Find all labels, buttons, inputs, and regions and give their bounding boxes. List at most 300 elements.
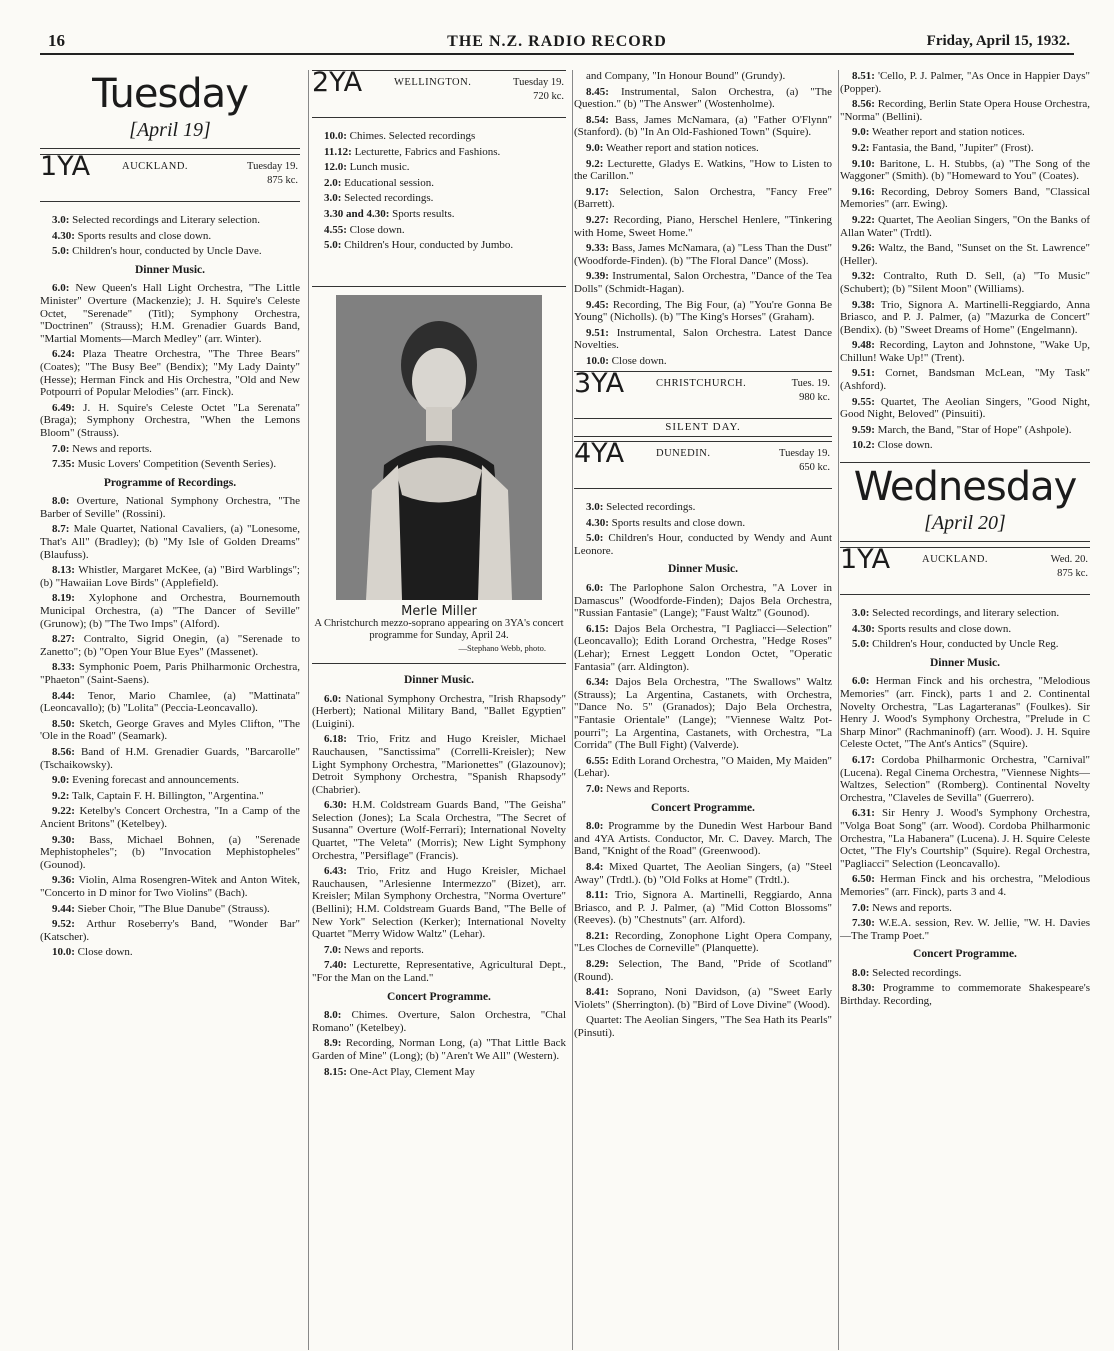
programme-entry bbox=[840, 299, 1090, 337]
entry-text: Sketch, George Graves and Myles Clifton, "The 'Ole in the Road" (Seamark). bbox=[40, 717, 301, 743]
entry-text: Cornet, Bandsman McLean, "My Task" (Ashford). bbox=[840, 367, 1090, 393]
programme-entry bbox=[840, 982, 1090, 1007]
station-header-1ya-wed bbox=[840, 544, 1090, 595]
entry-time: 4.30: bbox=[52, 229, 75, 242]
entry-time: 3.30 and 4.30: bbox=[324, 207, 390, 220]
programme-entry bbox=[840, 367, 1090, 392]
programme-entry bbox=[574, 114, 832, 139]
entry-time: 6.49: bbox=[52, 401, 75, 414]
station-city: CHRISTCHURCH. bbox=[656, 378, 747, 390]
entry-time: 6.43: bbox=[324, 865, 347, 878]
entry-text: Close down. bbox=[611, 354, 667, 367]
programme-entry bbox=[840, 754, 1090, 804]
entry-time: 8.0: bbox=[586, 820, 604, 833]
programme-entry bbox=[840, 158, 1090, 183]
programme-entry bbox=[312, 224, 566, 237]
programme-entry bbox=[574, 532, 832, 557]
entry-text: Violin, Alma Rosengren-Witek and Anton Witek, "Concerto in D minor for Two Violins" (Bach). bbox=[40, 874, 300, 899]
page-header bbox=[40, 31, 1074, 55]
programme-entry bbox=[574, 70, 832, 83]
programme-entry bbox=[40, 592, 300, 630]
entry-text: Instrumental, Salon Orchestra, (a) "The Question." (b) "The Answer" (Wostenholme). bbox=[574, 85, 832, 111]
entry-text: March, the Band, "Star of Hope" (Ashpole). bbox=[877, 423, 1072, 436]
entry-time: 10.2: bbox=[852, 439, 875, 452]
entry-text: Instrumental, Salon Orchestra, "Dance of the Tea Dolls" (Schmidt-Hagan). bbox=[574, 270, 833, 295]
programme-entry bbox=[312, 130, 566, 143]
station-header-2ya bbox=[312, 70, 566, 118]
station-frequency: 650 kc. bbox=[799, 462, 830, 474]
entry-text: W.E.A. session, Rev. W. Jellie, "W. H. Davies—The Tramp Poet." bbox=[840, 917, 1090, 942]
programme-entry bbox=[40, 690, 300, 715]
entry-time: 3.0: bbox=[586, 501, 604, 514]
programme-entry bbox=[574, 214, 832, 239]
entry-text: Close down. bbox=[77, 946, 133, 959]
entry-time: 8.19: bbox=[52, 592, 75, 605]
entry-text: Programme by the Dunedin West Harbour Band and 4YA Artists. Conductor, Mr. C. Davey. March, The Band, "Knight of the Road" (Greenwood). bbox=[574, 820, 832, 858]
entry-time: 9.39: bbox=[586, 270, 609, 283]
entry-time: 9.2: bbox=[52, 789, 70, 802]
entry-text: Dajos Bela Orchestra, "The Swallows" Waltz (Strauss); La Argentina, Castanets, with Orchestra, "Dance No. 5" (Granados); Dajo Bela Orchestra, "Fantasie Orientale" (Lange); "Viennese Waltz Pot-pourri"; La Argentina, Castanets, with Orchestra, "La Corrida" (The Bull Fight) (Valverde). bbox=[574, 676, 833, 752]
programme-entry bbox=[574, 86, 832, 111]
programme-entry bbox=[574, 958, 832, 983]
entry-text: Plaza Theatre Orchestra, "The Three Bears" (Coates); "The Busy Bee" (Bendix); "My Lady Dainty" (Hesse); Herman Finck and His Orchestra, "Old and New Potpourri of Popular Melodies" (arr. Finck). bbox=[40, 348, 301, 399]
entry-text: Recording, The Big Four, (a) "You're Gonna Be Young" (Nicholls). (b) "The King's Horses" (Graham). bbox=[574, 298, 832, 324]
entry-time: 7.0: bbox=[52, 442, 70, 455]
entry-text: Close down. bbox=[877, 439, 933, 452]
station-call: 3YA bbox=[574, 368, 625, 400]
entry-time: 9.52: bbox=[52, 918, 75, 931]
entry-text: Xylophone and Orchestra, Bournemouth Municipal Orchestra, (a) "The Dancer of Seville" (Grunow); (b) "The Two Imps" (Alford). bbox=[40, 592, 300, 630]
programme-entry bbox=[40, 946, 300, 959]
programme-entry bbox=[312, 959, 566, 984]
entry-time: 5.0: bbox=[852, 638, 870, 651]
programme-entry bbox=[840, 638, 1090, 651]
programme-list bbox=[840, 675, 1090, 942]
entry-time: 9.22: bbox=[852, 213, 875, 226]
programme-entry bbox=[574, 242, 832, 267]
entry-text: Selected recordings, and literary selection. bbox=[872, 607, 1060, 620]
programme-entry bbox=[574, 861, 832, 886]
entry-text: Talk, Captain F. H. Billington, "Argentina." bbox=[71, 789, 264, 802]
page-number: 16 bbox=[48, 31, 65, 50]
entry-time: 8.13: bbox=[52, 564, 75, 577]
entry-time: 12.0: bbox=[324, 161, 347, 174]
entry-time: 8.7: bbox=[52, 523, 70, 536]
entry-text: Recording, Norman Long, (a) "That Little Back Garden of Mine" (Long); (b) "Aren't We All" (Western). bbox=[312, 1037, 566, 1062]
programme-entry bbox=[840, 396, 1090, 421]
programme-entry bbox=[40, 661, 300, 686]
entry-time: 6.50: bbox=[852, 873, 875, 886]
entry-time: 9.45: bbox=[586, 298, 609, 311]
programme-entry bbox=[312, 799, 566, 862]
entry-time: 4.55: bbox=[324, 223, 347, 236]
publication-title: THE N.Z. RADIO RECORD bbox=[447, 33, 667, 50]
entry-text: H.M. Coldstream Guards Band, "The Geisha" Selection (Jones); La Scala Orchestra, "The Secret of Susanna" Overture (Wolf-Ferrari); International Novelty Quartet, "The Veleta" (Morris); New Light Symphony Orchestra, "Persiflage" (Francis). bbox=[312, 799, 567, 862]
entry-text: Male Quartet, National Cavaliers, (a) "Lonesome, That's All" (Bradley); (b) "My Isle of Golden Dreams" (Blaufuss). bbox=[40, 523, 300, 561]
day-name: Wednesday bbox=[853, 464, 1077, 511]
entry-text: Recording, Piano, Herschel Henlere, "Tinkering with Home, Sweet Home." bbox=[574, 213, 832, 239]
station-day: Tuesday 19. bbox=[513, 77, 564, 88]
day-heading-tuesday bbox=[40, 70, 300, 149]
entry-text: Selected recordings and Literary selection. bbox=[72, 214, 261, 226]
portrait-caption: A Christchurch mezzo-soprano appearing on 3YA's concert programme for Sunday, April 24. bbox=[314, 618, 564, 642]
entry-text: Bass, James McNamara, (a) "Father O'Flynn" (Stanford). (b) "In An Old-Fashioned Town" (Squire). bbox=[574, 113, 833, 139]
station-city: AUCKLAND. bbox=[922, 554, 989, 566]
day-date: [April 20] bbox=[924, 512, 1006, 535]
entry-text: Trio, Signora A. Martinelli-Reggiardo, Anna Briasco, and P. J. Palmer, (a) "Mazurka de Concert" (Bendix). (b) "Sweet Dreams of Home" (Engelmann). bbox=[840, 298, 1090, 336]
programme-entry bbox=[40, 746, 300, 771]
station-day: Wed. 20. bbox=[1050, 554, 1088, 566]
entry-time: 9.17: bbox=[586, 185, 609, 198]
entry-text: Soprano, Noni Davidson, (a) "Sweet Early Violets" (Sherrington). (b) "Bird of Love Divine" (Wood). bbox=[574, 986, 833, 1011]
programme-entry bbox=[40, 805, 300, 830]
entry-text: Lecturette, Representative, Agricultural Dept., "For the Man on the Land." bbox=[312, 959, 566, 984]
programme-entry bbox=[574, 327, 832, 352]
programme-entry bbox=[312, 944, 566, 957]
entry-time: 10.0: bbox=[586, 354, 609, 367]
station-frequency: 875 kc. bbox=[1057, 568, 1088, 580]
entry-text: Herman Finck and his orchestra, "Melodious Memories" (arr. Finck), parts 3 and 4. bbox=[840, 873, 1090, 898]
entry-text: Whistler, Margaret McKee, (a) "Bird Warblings"; (b) "Hawaiian Love Birds" (Applefield). bbox=[40, 564, 300, 589]
entry-text: Selected recordings. bbox=[344, 192, 434, 205]
programme-entry bbox=[574, 676, 832, 752]
entry-text: Ketelby's Concert Orchestra, "In a Camp of the Ancient Britons" (Ketelbey). bbox=[40, 805, 300, 830]
entry-time: 7.0: bbox=[586, 782, 604, 795]
entry-time: 8.0: bbox=[852, 966, 870, 979]
programme-entry bbox=[574, 623, 832, 673]
entry-text: Children's Hour, conducted by Jumbo. bbox=[344, 239, 514, 252]
entry-time: 7.0: bbox=[324, 943, 342, 956]
programme-entry bbox=[574, 755, 832, 780]
programme-entry bbox=[574, 517, 832, 530]
entry-time: 9.59: bbox=[852, 423, 875, 436]
entry-text: Selection, The Band, "Pride of Scotland" (Round). bbox=[574, 958, 833, 983]
entry-text: Selected recordings. bbox=[606, 501, 696, 514]
programme-entry bbox=[574, 783, 832, 796]
entry-time: 8.30: bbox=[852, 982, 875, 995]
programme-entry bbox=[40, 564, 300, 589]
programme-entry bbox=[312, 1037, 566, 1062]
section-heading: Dinner Music. bbox=[667, 563, 739, 576]
entry-time: 8.50: bbox=[52, 717, 75, 730]
station-header-4ya bbox=[574, 438, 832, 489]
programme-entry bbox=[312, 161, 566, 174]
entry-time: 3.0: bbox=[324, 192, 342, 205]
programme-entry bbox=[840, 623, 1090, 636]
station-header-3ya bbox=[574, 368, 832, 419]
entry-text: Lecturette, Gladys E. Watkins, "How to Listen to the Carillon." bbox=[574, 157, 833, 183]
entry-time: 8.29: bbox=[586, 958, 609, 971]
entry-text: Children's Hour, conducted by Uncle Reg. bbox=[872, 638, 1059, 651]
entry-text: Baritone, L. H. Stubbs, (a) "The Song of the Waggoner" (Smith). (b) "Homeward to You" (Coates). bbox=[840, 157, 1090, 183]
entry-text: News and Reports. bbox=[606, 782, 690, 795]
entry-time: 8.41: bbox=[586, 986, 609, 999]
entry-text: and Company, "In Honour Bound" (Grundy). bbox=[586, 70, 786, 82]
entry-text: Contralto, Ruth D. Sell, (a) "To Music" (Schubert); (b) "Silent Moon" (Williams). bbox=[840, 270, 1090, 295]
entry-time: 5.0: bbox=[586, 532, 604, 545]
entry-time: 6.34: bbox=[586, 676, 609, 689]
entry-text: Recording, Debroy Somers Band, "Classical Memories" (arr. Ewing). bbox=[840, 185, 1090, 211]
programme-entry bbox=[574, 501, 832, 514]
entry-text: Recording, Zonophone Light Opera Company, "Les Cloches de Corneville" (Planquette). bbox=[574, 929, 833, 955]
entry-time: 9.55: bbox=[852, 395, 875, 408]
programme-entry bbox=[840, 807, 1090, 870]
entry-time: 7.30: bbox=[852, 917, 875, 930]
entry-time: 6.0: bbox=[586, 582, 604, 595]
entry-text: Quartet, The Aeolian Singers, "Good Night, Good Night, Beloved" (Pinsuiti). bbox=[840, 395, 1090, 421]
entry-text: Lunch music. bbox=[349, 161, 410, 174]
silent-day-notice: SILENT DAY. bbox=[574, 421, 832, 437]
programme-entry bbox=[40, 834, 300, 872]
entry-text: Edith Lorand Orchestra, "O Maiden, My Maiden" (Lehar). bbox=[574, 754, 833, 780]
entry-text: Evening forecast and announcements. bbox=[72, 774, 239, 787]
entry-text: Sports results and close down. bbox=[77, 229, 212, 242]
programme-entry bbox=[840, 873, 1090, 898]
programme-entry bbox=[840, 142, 1090, 155]
entry-time: 8.0: bbox=[52, 495, 70, 508]
programme-entry bbox=[40, 523, 300, 561]
programme-entry bbox=[40, 718, 300, 743]
portrait-box bbox=[312, 286, 566, 664]
entry-time: 8.45: bbox=[586, 85, 609, 98]
programme-entry bbox=[840, 902, 1090, 915]
entry-time: 8.15: bbox=[324, 1065, 347, 1078]
entry-time: 9.2: bbox=[586, 157, 604, 170]
entry-time: 6.30: bbox=[324, 799, 347, 812]
station-call: 2YA bbox=[312, 70, 363, 98]
programme-entry bbox=[312, 1066, 566, 1079]
station-frequency: 980 kc. bbox=[799, 392, 830, 404]
entry-time: 6.17: bbox=[852, 753, 875, 766]
day-date: [April 19] bbox=[129, 119, 211, 141]
programme-list bbox=[312, 130, 566, 252]
station-call: 1YA bbox=[840, 544, 891, 576]
entry-text: Chimes. Selected recordings bbox=[349, 130, 476, 142]
entry-time: 6.18: bbox=[324, 733, 347, 746]
entry-time: 8.56: bbox=[852, 98, 875, 111]
programme-list bbox=[312, 693, 566, 985]
programme-entry bbox=[40, 903, 300, 916]
entry-time: 9.26: bbox=[852, 242, 875, 255]
entry-text: Sieber Choir, "The Blue Danube" (Strauss). bbox=[77, 902, 270, 915]
station-call: 1YA bbox=[40, 151, 91, 182]
programme-entry bbox=[840, 98, 1090, 123]
programme-entry bbox=[312, 239, 566, 252]
programme-entry bbox=[840, 186, 1090, 211]
station-city: AUCKLAND. bbox=[122, 161, 189, 172]
entry-time: 6.55: bbox=[586, 754, 609, 767]
entry-time: 9.0: bbox=[852, 126, 870, 139]
programme-list bbox=[574, 582, 832, 796]
entry-time: 9.30: bbox=[52, 833, 75, 846]
programme-entry bbox=[40, 495, 300, 520]
entry-time: 3.0: bbox=[852, 607, 870, 620]
programme-list bbox=[40, 495, 300, 959]
programme-entry bbox=[40, 443, 300, 456]
station-frequency: 720 kc. bbox=[533, 91, 564, 102]
entry-time: 9.33: bbox=[586, 242, 609, 255]
entry-text: Recording, Layton and Johnstone, "Wake Up, Chillun! Wake Up!" (Trent). bbox=[840, 339, 1090, 364]
entry-text: Sports results and close down. bbox=[877, 622, 1012, 635]
entry-text: Programme to commemorate Shakespeare's Birthday. Recording, bbox=[840, 982, 1090, 1008]
programme-entry bbox=[312, 208, 566, 221]
programme-entry bbox=[574, 142, 832, 155]
entry-text: Cordoba Philharmonic Orchestra, "Carnival" (Lucena). Regal Cinema Orchestra, "Viennese Nights—Waltzes, Selection" (Romberg). Continental Novelty Orchestra, "Claveles de Sevilla" (Guerrero). bbox=[840, 753, 1090, 804]
section-heading: Concert Programme. bbox=[387, 990, 491, 1003]
entry-text: Tenor, Mario Chamlee, (a) "Mattinata" (Leoncavallo); (b) "Lolita" (Peccia-Leoncavallo). bbox=[40, 689, 300, 715]
entry-time: 8.9: bbox=[324, 1037, 342, 1050]
entry-text: The Parlophone Salon Orchestra, "A Lover in Damascus" (Woodforde-Finden); Dajos Bela Orchestra, "Russian Fantasie" (Lange); "Faust Waltz" (Gounod). bbox=[574, 582, 832, 620]
programme-entry bbox=[840, 607, 1090, 620]
entry-time: 8.51: bbox=[852, 70, 875, 82]
entry-time: 6.15: bbox=[586, 622, 609, 635]
programme-entry bbox=[840, 675, 1090, 751]
programme-entry bbox=[840, 214, 1090, 239]
entry-time: 9.36: bbox=[52, 874, 75, 887]
programme-entry bbox=[312, 693, 566, 731]
entry-text: Band of H.M. Grenadier Guards, "Barcarolle" (Tschaikowsky). bbox=[40, 745, 300, 771]
entry-time: 3.0: bbox=[52, 214, 70, 226]
entry-time: 5.0: bbox=[52, 245, 70, 258]
portrait-photo bbox=[336, 295, 542, 600]
programme-list bbox=[574, 501, 832, 557]
programme-entry bbox=[312, 192, 566, 205]
programme-entry bbox=[312, 733, 566, 796]
entry-text: New Queen's Hall Light Orchestra, "The Little Minister" Overture (Mackenzie); J. H. Squire's Celeste Octet, "Serenade" (Titl); Symphony Orchestra, "Doctrinen" (Strauss); H.M. Grenadier Guards Band, "Martial Moments—March Medley" (arr. Winter). bbox=[40, 282, 301, 345]
entry-time: 8.0: bbox=[324, 1009, 342, 1022]
programme-entry bbox=[840, 917, 1090, 942]
programme-entry bbox=[574, 930, 832, 955]
entry-time: 8.33: bbox=[52, 661, 75, 674]
programme-entry bbox=[574, 986, 832, 1011]
programme-entry bbox=[574, 186, 832, 211]
programme-entry bbox=[40, 874, 300, 899]
entry-time: 10.0: bbox=[324, 130, 347, 142]
programme-list bbox=[840, 967, 1090, 1008]
programme-entry bbox=[840, 967, 1090, 980]
entry-text: Sports results. bbox=[392, 207, 455, 220]
programme-entry bbox=[574, 355, 832, 368]
programme-entry bbox=[312, 146, 566, 159]
entry-time: 8.4: bbox=[586, 860, 604, 873]
programme-entry bbox=[840, 439, 1090, 452]
entry-time: 6.0: bbox=[324, 692, 342, 705]
day-heading-wednesday bbox=[840, 462, 1090, 542]
entry-time: 6.0: bbox=[852, 675, 870, 688]
entry-time: 7.35: bbox=[52, 458, 75, 471]
entry-time: 4.30: bbox=[852, 622, 875, 635]
entry-time: 9.51: bbox=[852, 367, 875, 380]
entry-text: Weather report and station notices. bbox=[605, 141, 759, 154]
station-day: Tuesday 19. bbox=[247, 161, 298, 172]
photo-credit: —Stephano Webb, photo. bbox=[458, 643, 546, 654]
entry-text: Dajos Bela Orchestra, "I Pagliacci—Selection" (Leoncavallo); Edith Lorand Orchestra, "Hedge Roses" (Lehar); Ernest Leggett London Octet, "Operatic Fantasia" (arr. Aldington). bbox=[574, 622, 833, 673]
station-city: WELLINGTON. bbox=[394, 77, 472, 88]
entry-text: Chimes. Overture, Salon Orchestra, "Chal Romano" (Ketelbey). bbox=[312, 1009, 566, 1034]
entry-text: Waltz, the Band, "Sunset on the St. Lawrence" (Heller). bbox=[840, 242, 1090, 267]
entry-time: 10.0: bbox=[52, 946, 75, 959]
programme-entry bbox=[40, 918, 300, 943]
entry-text: Sir Henry J. Wood's Symphony Orchestra, "Volga Boat Song" (arr. Wood). Cordoba Philharmonic Orchestra, "La Habanera" (Lucena). J. H. Squire Celeste Octet, "The Fly's Courtship" (Squire). Regal Orchestra, "Pagliacci" Selection (Leoncavallo). bbox=[840, 807, 1090, 870]
entry-text: Bass, James McNamara, (a) "Less Than the Dust" (Woodforde-Finden). (b) "The Floral Dance" (Moss). bbox=[574, 242, 832, 267]
entry-time: 9.22: bbox=[52, 805, 75, 818]
entry-time: 8.54: bbox=[586, 113, 609, 126]
day-name: Tuesday bbox=[92, 71, 248, 117]
programme-entry bbox=[40, 774, 300, 787]
section-heading: Programme of Recordings. bbox=[103, 476, 237, 489]
programme-entry bbox=[40, 458, 300, 471]
column-2 bbox=[308, 70, 573, 1350]
entry-time: 9.27: bbox=[586, 213, 609, 226]
entry-text: Sports results and close down. bbox=[611, 516, 746, 529]
programme-entry bbox=[574, 270, 832, 295]
programme-list bbox=[574, 70, 832, 367]
entry-text: Overture, National Symphony Orchestra, "The Barber of Seville" (Rossini). bbox=[40, 495, 300, 520]
programme-entry bbox=[40, 230, 300, 243]
programme-entry bbox=[40, 633, 300, 658]
entry-time: 8.44: bbox=[52, 689, 75, 702]
programme-list bbox=[840, 607, 1090, 651]
programme-entry bbox=[574, 158, 832, 183]
entry-time: 5.0: bbox=[324, 239, 342, 252]
programme-entry bbox=[40, 245, 300, 258]
entry-text: One-Act Play, Clement May bbox=[349, 1065, 475, 1078]
entry-time: 4.30: bbox=[586, 516, 609, 529]
station-day: Tuesday 19. bbox=[779, 448, 830, 460]
programme-entry bbox=[840, 242, 1090, 267]
entry-time: 7.40: bbox=[324, 959, 347, 972]
entry-time: 9.48: bbox=[852, 339, 875, 352]
portrait-name: Merle Miller bbox=[401, 603, 477, 619]
column-4 bbox=[836, 70, 1090, 1350]
entry-text: Lecturette, Fabrics and Fashions. bbox=[354, 145, 501, 158]
entry-text: Music Lovers' Competition (Seventh Series). bbox=[77, 458, 277, 471]
entry-text: Recording, Berlin State Opera House Orchestra, "Norma" (Bellini). bbox=[840, 98, 1090, 123]
column-3 bbox=[570, 70, 839, 1350]
programme-list bbox=[840, 70, 1090, 452]
programme-entry bbox=[40, 790, 300, 803]
programme-list bbox=[40, 214, 300, 258]
entry-text: Herman Finck and his orchestra, "Melodious Memories" (arr. Finck), parts 1 and 2. Continental Novelty Orchestra, "Las Lagarteranas" (Foulkes). Sir Henry J. Wood's Symphony Orchestra, "Prelude in C Sharp Minor" (Rachmaninoff) (arr. Wood). J. H. Squire Celeste Octet, "The Ant's Antics" (Squire). bbox=[840, 675, 1090, 751]
entry-text: Educational session. bbox=[344, 176, 434, 189]
programme-entry bbox=[40, 402, 300, 440]
station-frequency: 875 kc. bbox=[267, 175, 298, 186]
entry-text: News and reports. bbox=[72, 442, 152, 455]
entry-text: Weather report and station notices. bbox=[871, 126, 1025, 139]
entry-text: Instrumental, Salon Orchestra. Latest Dance Novelties. bbox=[574, 326, 833, 352]
section-heading: Concert Programme. bbox=[651, 801, 755, 814]
entry-time: 2.0: bbox=[324, 176, 342, 189]
programme-entry bbox=[840, 339, 1090, 364]
entry-time: 9.51: bbox=[586, 326, 609, 339]
entry-text: Quartet, The Aeolian Singers, "On the Banks of Allan Water" (Trdtl). bbox=[840, 213, 1090, 239]
entry-text: Fantasia, the Band, "Jupiter" (Frost). bbox=[872, 141, 1034, 154]
entry-time: 9.16: bbox=[852, 185, 875, 198]
section-heading: Dinner Music. bbox=[403, 673, 475, 686]
entry-time: 9.38: bbox=[852, 298, 875, 311]
entry-time: 6.31: bbox=[852, 807, 875, 820]
entry-text: Mixed Quartet, The Aeolian Singers, (a) "Steel Away" (Trdtl.). (b) "Old Folks at Home" (Trdtl.). bbox=[574, 860, 833, 886]
entry-time: 8.27: bbox=[52, 633, 75, 646]
entry-time: 11.12: bbox=[324, 145, 352, 158]
entry-text: News and reports. bbox=[344, 943, 424, 956]
programme-entry bbox=[840, 70, 1090, 95]
entry-text: Close down. bbox=[349, 223, 405, 236]
entry-time: 8.56: bbox=[52, 745, 75, 758]
entry-time: 9.0: bbox=[586, 141, 604, 154]
station-call: 4YA bbox=[574, 438, 625, 470]
entry-text: Selected recordings. bbox=[872, 966, 962, 979]
